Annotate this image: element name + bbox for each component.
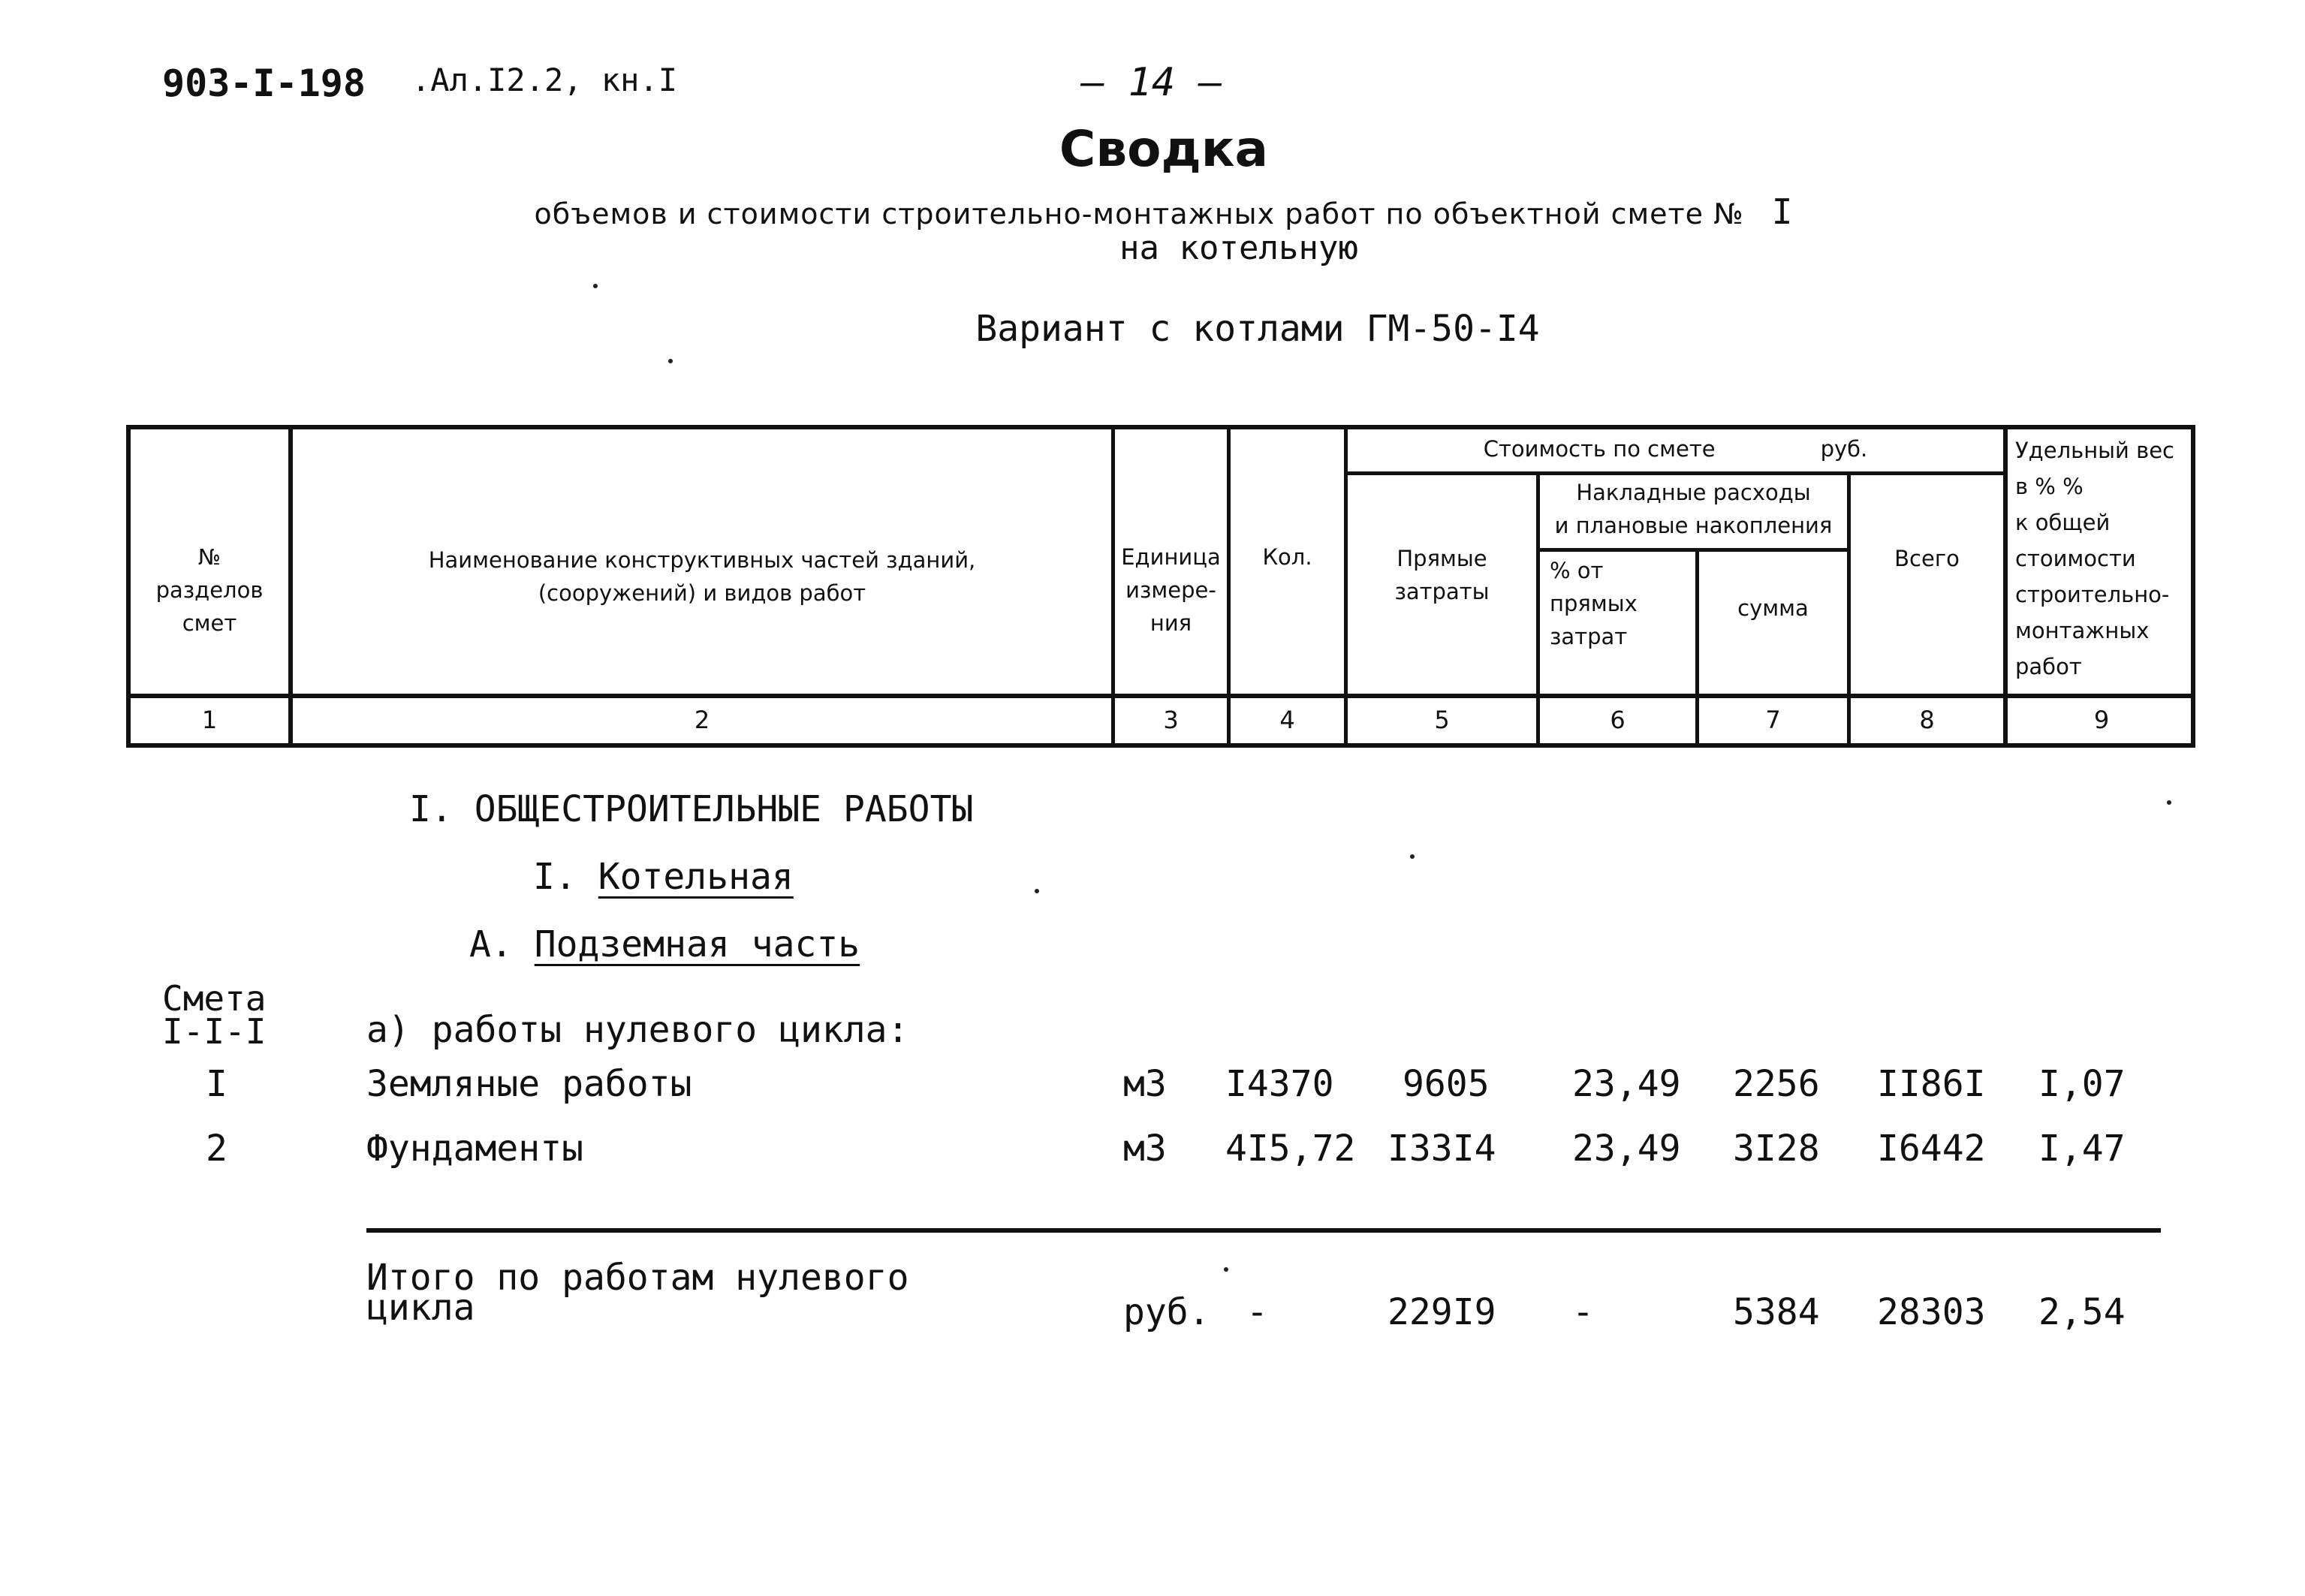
row-sum: 3I28 (1733, 1128, 1820, 1170)
col-header-section-no: № разделов смет (155, 544, 264, 636)
col-number: 5 (1434, 706, 1450, 734)
subtitle-number: I (1771, 191, 1794, 232)
col-header-quantity: Кол. (1262, 544, 1312, 570)
col-number: 2 (694, 706, 710, 734)
total-unit: руб. (1123, 1291, 1210, 1333)
row-number: I (206, 1063, 227, 1105)
col-header-direct-costs: Прямые затраты (1394, 546, 1490, 604)
subtitle (450, 191, 1877, 232)
document-code: 903-I-198 (162, 62, 366, 105)
total-direct-costs: 229I9 (1388, 1291, 1496, 1333)
col-header-unit: Единица измере- ния (1121, 544, 1221, 636)
total-total: 28303 (1877, 1291, 1986, 1333)
total-name: Итого по работам нулевого цикла (366, 1257, 909, 1329)
header-table (126, 425, 2195, 748)
row-sum: 2256 (1733, 1063, 1820, 1105)
col-header-percent: % от прямых затрат (1550, 558, 1638, 649)
col-header-sum: сумма (1737, 595, 1809, 621)
total-share: 2,54 (2038, 1291, 2126, 1333)
col-number: 3 (1163, 706, 1179, 734)
col-header-cost-group: Стоимость по смете руб. (1483, 436, 1868, 462)
total-quantity: - (1246, 1291, 1268, 1333)
subsection-heading: I. Котельная (533, 856, 794, 898)
row-number: 2 (206, 1128, 227, 1170)
section-heading: I. ОБЩЕСТРОИТЕЛЬНЫЕ РАБОТЫ (409, 788, 974, 830)
col-number: 8 (1919, 706, 1935, 734)
row-name: Земляные работы (366, 1063, 692, 1105)
row-share: I,07 (2038, 1063, 2126, 1105)
row-direct-costs: I33I4 (1388, 1128, 1496, 1170)
row-unit: м3 (1123, 1063, 1167, 1105)
row-quantity: 4I5,72 (1225, 1128, 1356, 1170)
page-number: — 14 — (1081, 60, 1222, 105)
row-share: I,47 (2038, 1128, 2126, 1170)
col-header-overhead-group: Накладные расходы и плановые накопления (1554, 480, 1833, 538)
subtitle-text: объемов и стоимости строительно-монтажных работ по объектной смете № (534, 197, 1744, 230)
row-quantity: I4370 (1225, 1063, 1334, 1105)
col-header-name: Наименование конструктивных частей зданий, (сооружений) и видов работ (428, 547, 976, 606)
subtitle-object: на котельную (1119, 229, 1358, 267)
variant-title: Вариант с котлами ГМ-50-I4 (975, 308, 1540, 350)
row-direct-costs: 9605 (1403, 1063, 1490, 1105)
col-number: 7 (1765, 706, 1781, 734)
scan-speck (668, 359, 673, 363)
part-title: Подземная часть (534, 923, 860, 965)
row-name: Фундаменты (366, 1128, 583, 1170)
col-number: 9 (2093, 706, 2110, 734)
col-header-total: Всего (1894, 546, 1960, 571)
subsection-title: Котельная (598, 856, 794, 898)
row-percent: 23,49 (1572, 1128, 1681, 1170)
document-reference: .Ал.I2.2, кн.I (411, 62, 678, 98)
scan-speck (1410, 854, 1415, 859)
smeta-label: Смета I-I-I (162, 978, 267, 1052)
page-title: Сводка (1059, 120, 1269, 178)
row-unit: м3 (1123, 1128, 1167, 1170)
row-total: I6442 (1877, 1128, 1986, 1170)
total-divider (366, 1228, 2161, 1233)
part-heading: А. Подземная часть (469, 923, 860, 965)
row-percent: 23,49 (1572, 1063, 1681, 1105)
scan-speck (1224, 1267, 1228, 1272)
total-sum: 5384 (1733, 1291, 1820, 1333)
col-header-share: Удельный вес в % % к общей стоимости строительно- монтажных работ (2015, 438, 2174, 679)
col-number: 1 (201, 706, 218, 734)
total-percent: - (1572, 1291, 1594, 1333)
col-number: 6 (1610, 706, 1626, 734)
row-total: II86I (1877, 1063, 1986, 1105)
scan-speck (1035, 889, 1039, 893)
scan-speck (593, 284, 598, 288)
col-number: 4 (1279, 706, 1295, 734)
scan-speck (2167, 800, 2171, 805)
group-label: а) работы нулевого цикла: (366, 1009, 909, 1051)
